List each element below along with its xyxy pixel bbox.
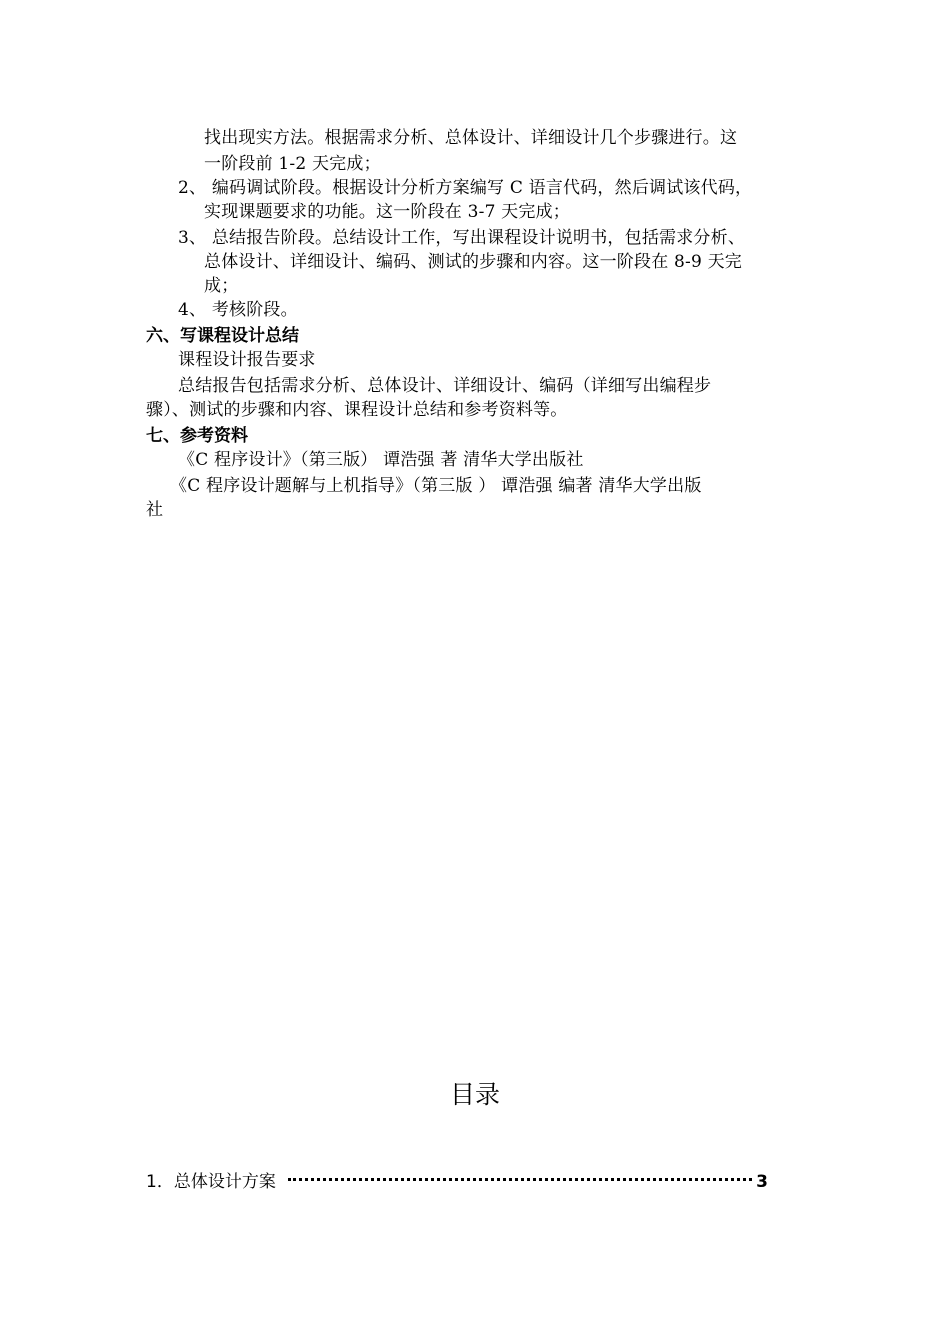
section-6-body-line-1: 总结报告包括需求分析、总体设计、详细设计、编码（详细写出编程步 bbox=[178, 376, 712, 396]
phase-2-line-1: 2、 编码调试阶段。根据设计分析方案编写 C 语言代码，然后调试该代码， bbox=[178, 178, 753, 198]
toc-title: 目录 bbox=[449, 1080, 500, 1109]
toc-entry-page: 3 bbox=[756, 1172, 768, 1192]
phase-3-line-2: 总体设计、详细设计、编码、测试的步骤和内容。这一阶段在 8-9 天完 bbox=[204, 252, 742, 272]
phase-3-line-3: 成； bbox=[204, 276, 239, 296]
toc-entry-label: 1．总体设计方案 bbox=[146, 1172, 276, 1192]
section-6-subtitle: 课程设计报告要求 bbox=[178, 350, 316, 370]
reference-1: 《C 程序设计》（第三版） 谭浩强 著 清华大学出版社 bbox=[178, 450, 584, 470]
phase-4-line: 4、 考核阶段。 bbox=[178, 300, 298, 320]
toc-dot-leader bbox=[288, 1178, 752, 1181]
phase-2-line-2: 实现课题要求的功能。这一阶段在 3-7 天完成； bbox=[204, 202, 570, 222]
section-6-body-line-2: 骤）、测试的步骤和内容、课程设计总结和参考资料等。 bbox=[146, 400, 568, 420]
toc-entry[interactable] bbox=[146, 1170, 768, 1194]
phase-1-line-3: 一阶段前 1-2 天完成； bbox=[204, 154, 381, 174]
phase-1-line-2: 找出现实方法。根据需求分析、总体设计、详细设计几个步骤进行。这 bbox=[204, 128, 738, 148]
section-6-heading: 六、写课程设计总结 bbox=[146, 326, 299, 346]
reference-2-continuation: 社 bbox=[146, 500, 164, 520]
section-7-heading: 七、参考资料 bbox=[146, 426, 248, 446]
phase-3-line-1: 3、 总结报告阶段。总结设计工作，写出课程设计说明书，包括需求分析、 bbox=[178, 228, 746, 248]
reference-2: 《C 程序设计题解与上机指导》（第三版 ） 谭浩强 编著 清华大学出版 bbox=[170, 476, 702, 496]
